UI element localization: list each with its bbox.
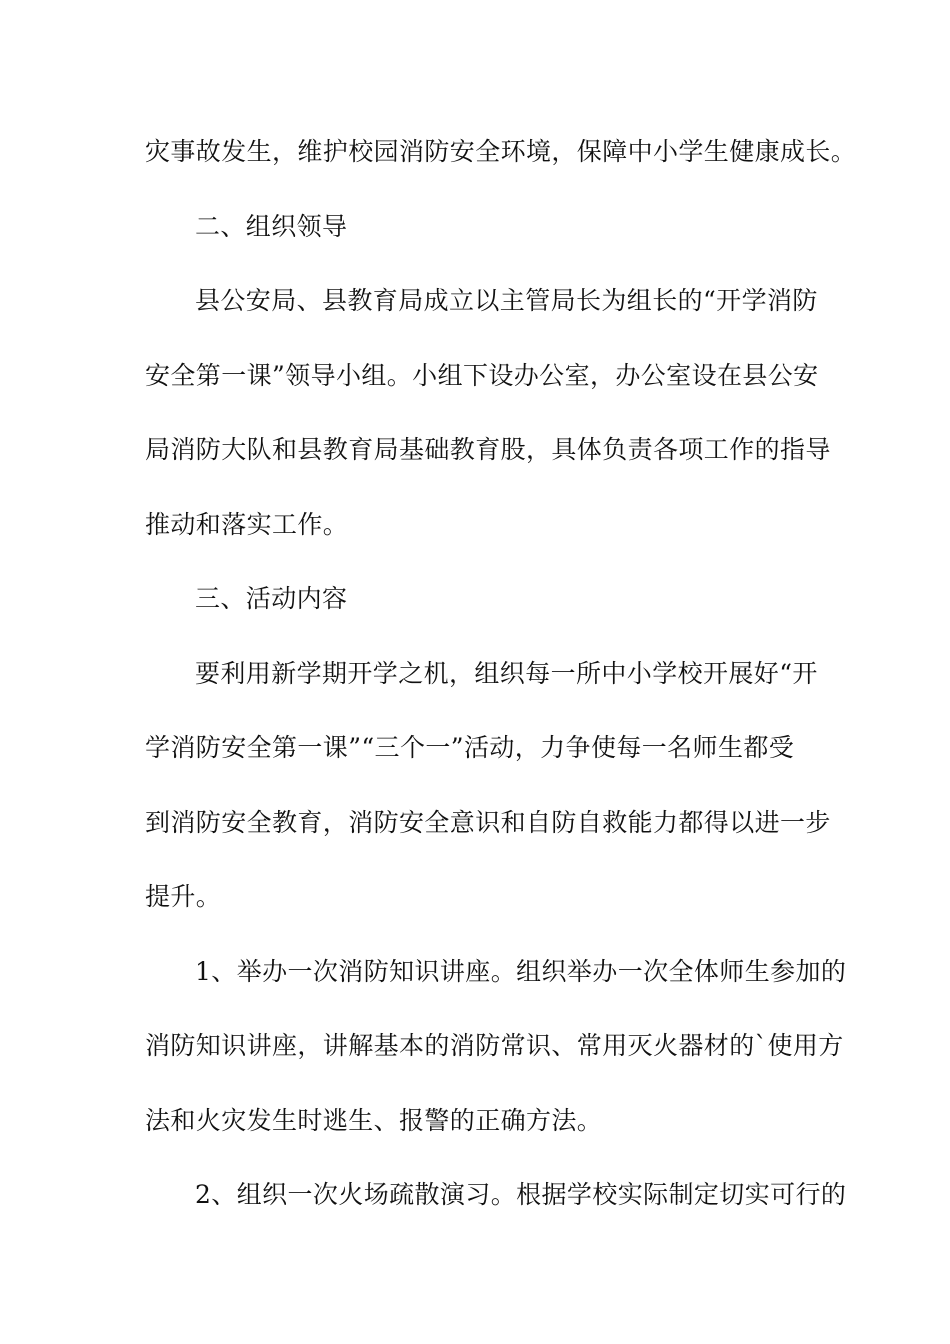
section-heading-activities: 三、活动内容 (195, 584, 348, 613)
list-item-1: 1、举办一次消防知识讲座。组织举办一次全体师生参加的 (195, 956, 847, 986)
text-line-13: 消防知识讲座，讲解基本的消防常识、常用灭火器材的`使用方 (145, 1031, 844, 1060)
text-line-9: 学消防安全第一课”“三个一”活动，力争使每一名师生都受 (145, 733, 795, 762)
text-line-5: 局消防大队和县教育局基础教育股，具体负责各项工作的指导 (145, 435, 831, 464)
text-line-4: 安全第一课”领导小组。小组下设办公室，办公室设在县公安 (145, 360, 819, 390)
text-line-3: 县公安局、县教育局成立以主管局长为组长的“开学消防 (195, 286, 818, 315)
text-line-6: 推动和落实工作。 (145, 509, 349, 539)
list-item-2: 2、组织一次火场疏散演习。根据学校实际制定切实可行的 (195, 1180, 847, 1209)
text-line-1: 灾事故发生，维护校园消防安全环境，保障中小学生健康成长。 (145, 137, 857, 166)
document-body (145, 128, 857, 1246)
text-line-14: 法和火灾发生时逃生、报警的正确方法。 (145, 1105, 603, 1135)
text-line-10: 到消防安全教育，消防安全意识和自防自救能力都得以进一步 (145, 807, 831, 837)
section-heading-organization: 二、组织领导 (195, 211, 348, 241)
text-line-8: 要利用新学期开学之机，组织每一所中小学校开展好“开 (195, 658, 818, 688)
text-line-11: 提升。 (145, 882, 222, 911)
